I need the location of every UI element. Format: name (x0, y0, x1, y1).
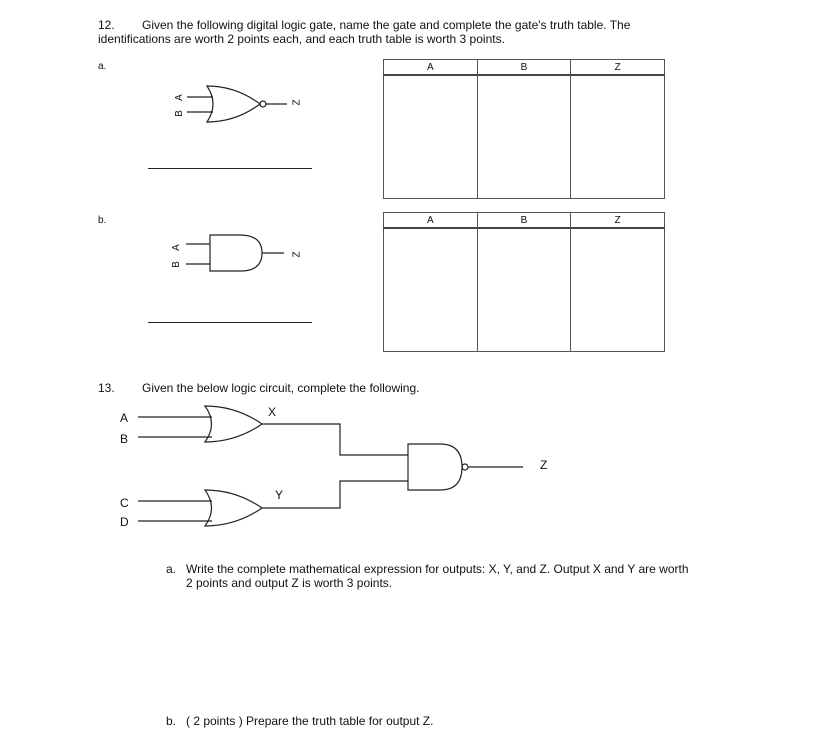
q13-input-a-label: A (120, 411, 129, 425)
q12-prompt-line1: Given the following digital logic gate, name the gate and complete the gate's truth table. The (142, 18, 631, 32)
q13a-line1: Write the complete mathematical expression for outputs: X, Y, and Z. Output X and Y are worth (186, 562, 689, 576)
q13-prompt: Given the below logic circuit, complete the following. (142, 381, 420, 395)
q12b-header-b: B (477, 213, 571, 229)
q12-prompt-line2: identifications are worth 2 points each, and each truth table is worth 3 points. (98, 32, 505, 46)
q12a-header-a: A (384, 60, 478, 76)
q13b-label: b. (166, 714, 177, 728)
q13-x-label: X (268, 405, 277, 419)
q12b-label: b. (98, 215, 107, 226)
q12b-header-z: Z (571, 213, 665, 229)
q12b-input-b-label: B (170, 261, 182, 268)
q13-input-b-label: B (120, 432, 129, 446)
q12a-output-label: Z (291, 99, 303, 106)
q13a-line2: 2 points and output Z is worth 3 points. (186, 576, 393, 590)
q12a-input-a-label: A (173, 94, 185, 101)
q13-z-label: Z (540, 458, 548, 472)
q13-input-d-label: D (120, 515, 129, 529)
q12-number: 12. (98, 18, 115, 32)
q13-number: 13. (98, 381, 115, 395)
q12a-input-b-label: B (173, 110, 185, 117)
q12a-header-b: B (477, 60, 571, 76)
q13a-label: a. (166, 562, 177, 576)
q12a-header-z: Z (571, 60, 665, 76)
q13-input-c-label: C (120, 496, 129, 510)
q12a-label: a. (98, 61, 107, 72)
q13-y-label: Y (275, 488, 284, 502)
q12b-output-label: Z (291, 251, 303, 258)
q13b-text: ( 2 points ) Prepare the truth table for output Z. (186, 714, 434, 728)
q12b-input-a-label: A (170, 244, 182, 251)
q12b-header-a: A (384, 213, 478, 229)
